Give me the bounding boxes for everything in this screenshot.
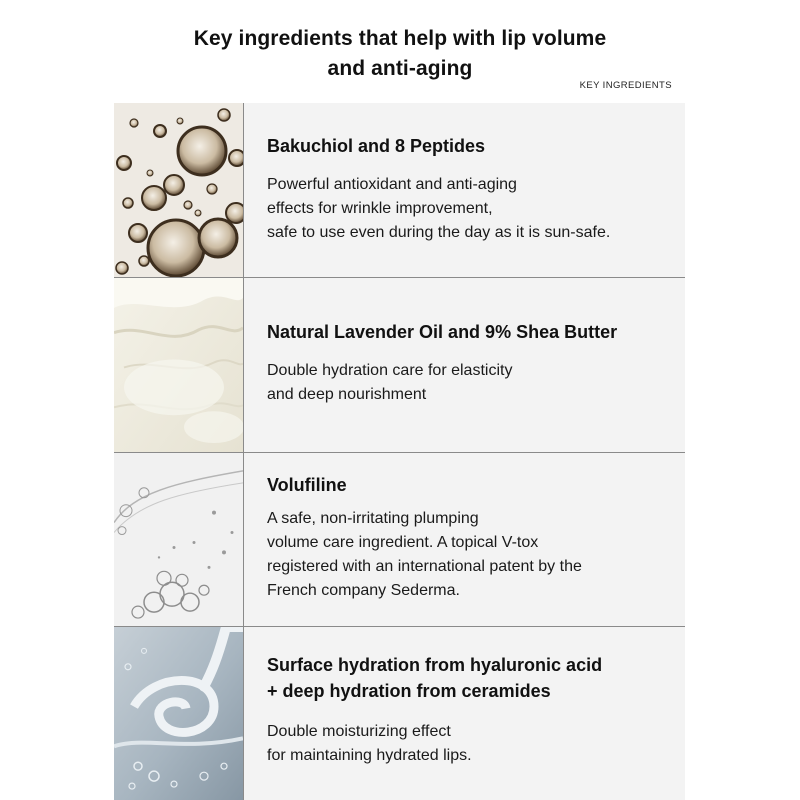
ingredient-description: Double hydration care for elasticity and deep nourishment xyxy=(267,362,513,403)
ingredient-row-volufiline xyxy=(114,452,685,626)
ingredient-text xyxy=(267,472,675,603)
butter-texture-image xyxy=(114,278,243,452)
ingredient-name: Volufiline xyxy=(267,475,347,495)
ingredient-text xyxy=(267,319,675,407)
ingredient-description: A safe, non-irritating plumping volume care ingredient. A topical V-tox registered with an international patent by the French company Sederma. xyxy=(267,510,582,599)
row-divider xyxy=(243,627,244,800)
ingredient-description: Powerful antioxidant and anti-aging effects for wrinkle improvement, safe to use even during the day as it is sun-safe. xyxy=(267,176,611,241)
ingredient-name: Surface hydration from hyaluronic acid + deep hydration from ceramides xyxy=(267,655,603,701)
ingredient-row-bakuchiol xyxy=(114,103,685,277)
oil-bubbles-image xyxy=(114,103,243,277)
ingredient-row-lavender-shea xyxy=(114,277,685,452)
clear-gel-bubbles-image xyxy=(114,453,243,626)
page-title-line-1: Key ingredients that help with lip volume xyxy=(193,27,607,50)
row-divider xyxy=(243,278,244,452)
row-divider xyxy=(243,453,244,626)
ingredient-text xyxy=(267,652,675,768)
ingredient-row-hyaluronic-ceramides xyxy=(114,626,685,800)
blue-gel-swirl-image xyxy=(114,627,243,800)
ingredients-panel xyxy=(114,103,685,800)
page-title-line-2: and anti-aging xyxy=(327,57,473,80)
ingredient-name: Natural Lavender Oil and 9% Shea Butter xyxy=(267,322,618,342)
page-title xyxy=(0,24,800,84)
section-label: KEY INGREDIENTS xyxy=(579,80,672,91)
ingredient-description: Double moisturizing effect for maintaining hydrated lips. xyxy=(267,723,472,764)
ingredient-name: Bakuchiol and 8 Peptides xyxy=(267,136,486,156)
row-divider xyxy=(243,103,244,277)
ingredient-text xyxy=(267,133,675,245)
